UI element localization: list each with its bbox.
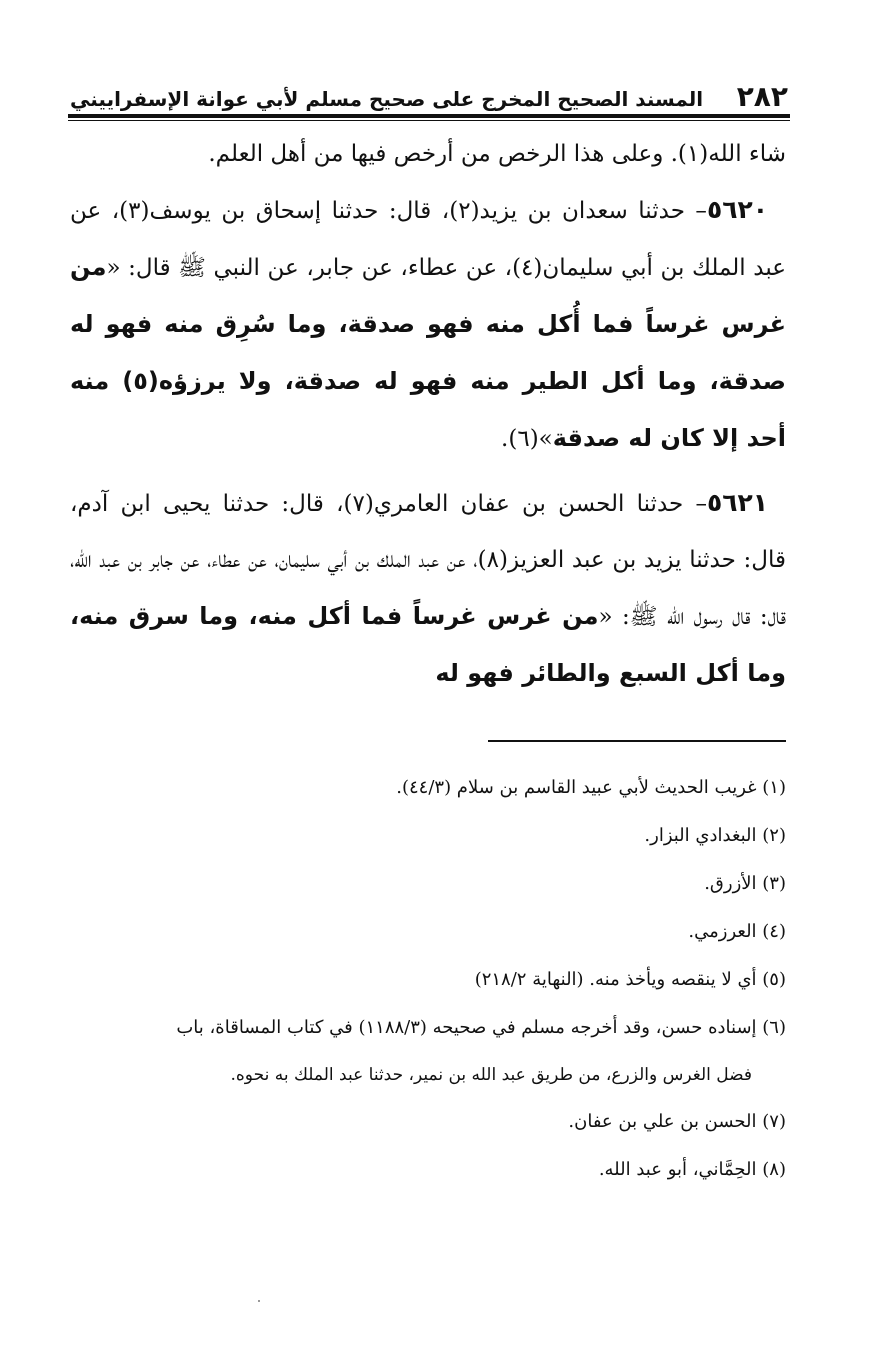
scan-speck xyxy=(258,1300,260,1302)
footnote-3: (٣) الأزرق. xyxy=(704,873,786,894)
footnote-8: (٨) الحِمَّاني، أبو عبد الله. xyxy=(598,1159,786,1180)
hadith-chain: – حدثنا سعدان بن يزيد(٢)، قال: حدثنا إسحاق بن يوسف(٣)، عن عبد الملك بن أبي سليمان(٤)، عن عطاء، عن جابر، عن النبي ﷺ قال: « xyxy=(70,198,786,281)
hadith-5620 xyxy=(70,182,786,467)
footnote-2: (٢) البغدادي البزار. xyxy=(644,825,786,846)
footnote-7: (٧) الحسن بن علي بن عفان. xyxy=(568,1111,786,1132)
running-title: المسند الصحيح المخرج على صحيح مسلم لأبي عوانة الإسفراييني xyxy=(70,87,704,111)
page-number: ٢٨٢ xyxy=(736,80,788,113)
hadith-matn: من غرس غرساً فما أكل منه، وما سرق منه، وما أكل السبع والطائر فهو له xyxy=(70,602,786,687)
hadith-chain: – حدثنا الحسن بن عفان العامري(٧)، قال: حدثنا يحيى ابن آدم، قال: حدثنا يزيد بن عبد العزيز(٨)، عن عبد الملك بن أبي سليمان، عن عطاء، عن جابر بن عبد الله، قال: قال رسول الله ﷺ: « xyxy=(70,491,786,630)
header-rule-thin xyxy=(68,120,790,121)
footnote-4: (٤) العرزمي. xyxy=(688,921,786,942)
footnote-1: (١) غريب الحديث لأبي عبيد القاسم بن سلام (٤٤/٣). xyxy=(396,777,786,798)
footnote-separator xyxy=(488,740,786,742)
hadith-number: ٥٦٢٠ xyxy=(706,195,768,224)
footnote-5: (٥) أي لا ينقصه ويأخذ منه. (النهاية ٢١٨/٢) xyxy=(474,969,786,990)
hadith-5621 xyxy=(70,475,786,702)
footnotes xyxy=(70,764,786,1194)
footnote-6: (٦) إسناده حسن، وقد أخرجه مسلم في صحيحه (١١٨٨/٣) في كتاب المساقاة، باب xyxy=(176,1017,786,1038)
hadith-close: »(٦). xyxy=(501,426,553,452)
header-rule-thick xyxy=(68,114,790,118)
hadith-matn: من غرس غرساً فما أُكل منه فهو صدقة، وما سُرِق منه فهو له صدقة، وما أكل الطير منه فهو له صدقة، ولا يرزؤه(٥) منه أحد إلا كان له صدقة xyxy=(70,253,786,452)
main-text xyxy=(70,126,786,702)
continuation-line: شاء الله(١). وعلى هذا الرخص من أرخص فيها من أهل العلم. xyxy=(208,141,786,167)
hadith-number: ٥٦٢١ xyxy=(706,488,769,517)
footnote-6-continuation: فضل الغرس والزرع، من طريق عبد الله بن نمير، حدثنا عبد الملك به نحوه. xyxy=(230,1065,752,1085)
running-header xyxy=(70,70,788,114)
